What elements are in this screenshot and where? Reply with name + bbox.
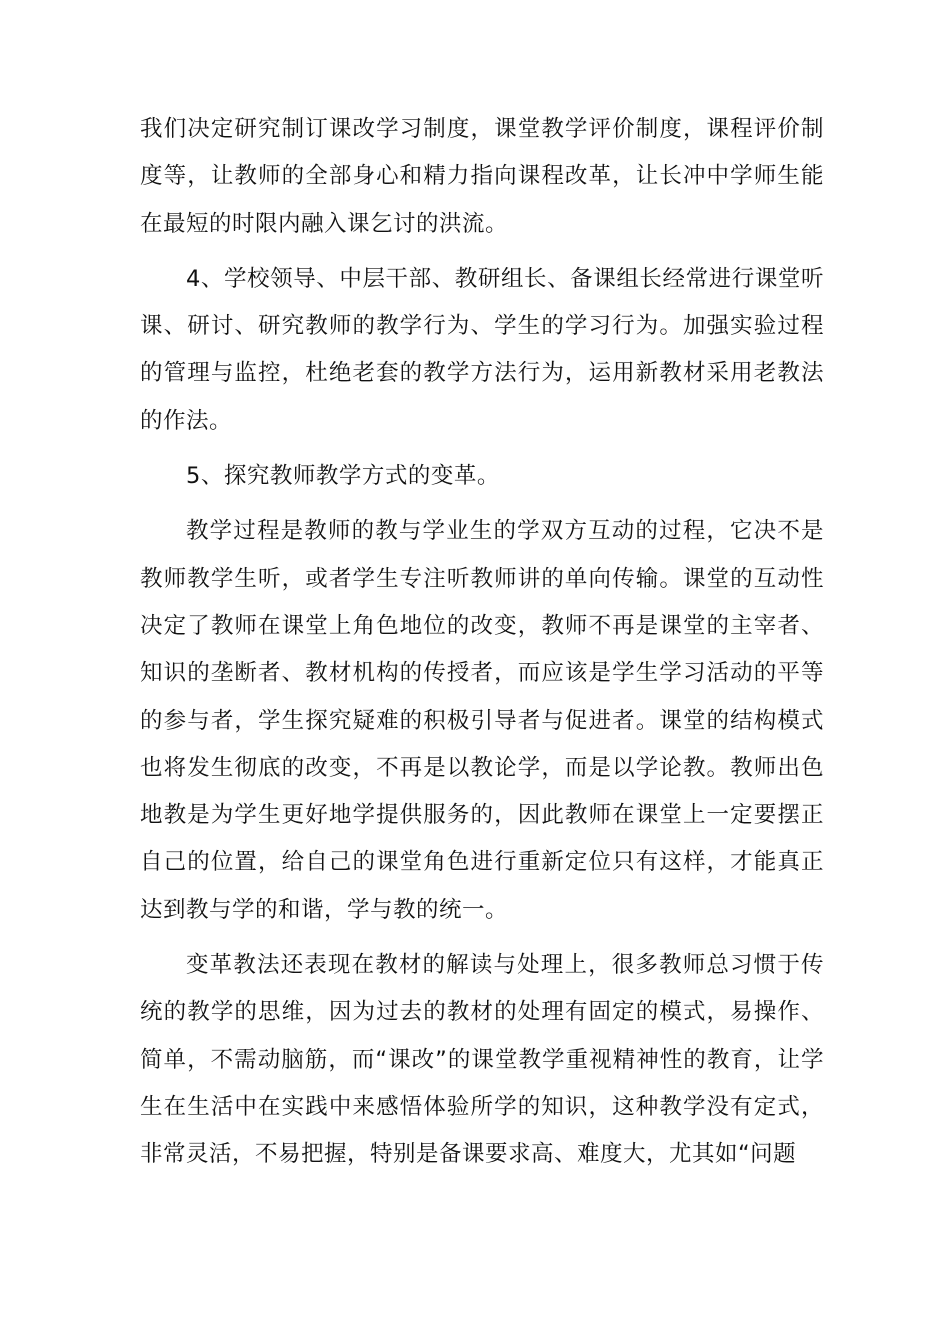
paragraph-5: 变革教法还表现在教材的解读与处理上，很多教师总习惯于传统的教学的思维，因为过去的教材的处理有固定的模式，易操作、简单，不需动脑筋，而“课改”的课堂教学重视精神性的教育，让学生在生活中在实践中来感悟体验所学的知识，这种教学没有定式，非常灵活，不易把握，特别是备课要求高、难度大，尤其如“问题	[140, 952, 824, 1168]
paragraph-2: 4、学校领导、中层干部、教研组长、备课组长经常进行课堂听课、研讨、研究教师的教学行为、学生的学习行为。加强实验过程的管理与监控，杜绝老套的教学方法行为，运用新教材采用老教法的作法。	[140, 265, 824, 434]
paragraph-1: 我们决定研究制订课改学习制度，课堂教学评价制度，课程评价制度等，让教师的全部身心和精力指向课程改革，让长冲中学师生能在最短的时限内融入课乞讨的洪流。	[140, 116, 824, 237]
paragraph-4: 教学过程是教师的教与学业生的学双方互动的过程，它决不是教师教学生听，或者学生专注听教师讲的单向传输。课堂的互动性决定了教师在课堂上角色地位的改变，教师不再是课堂的主宰者、知识的垄断者、教材机构的传授者，而应该是学生学习活动的平等的参与者，学生探究疑难的积极引导者与促进者。课堂的结构模式也将发生彻底的改变，不再是以教论学，而是以学论教。教师出色地教是为学生更好地学提供服务的，因此教师在课堂上一定要摆正自己的位置，给自己的课堂角色进行重新定位只有这样，才能真正达到教与学的和谐，学与教的统一。	[140, 518, 824, 923]
paragraph-3: 5、探究教师教学方式的变革。	[186, 463, 500, 490]
document-body	[140, 106, 824, 1187]
